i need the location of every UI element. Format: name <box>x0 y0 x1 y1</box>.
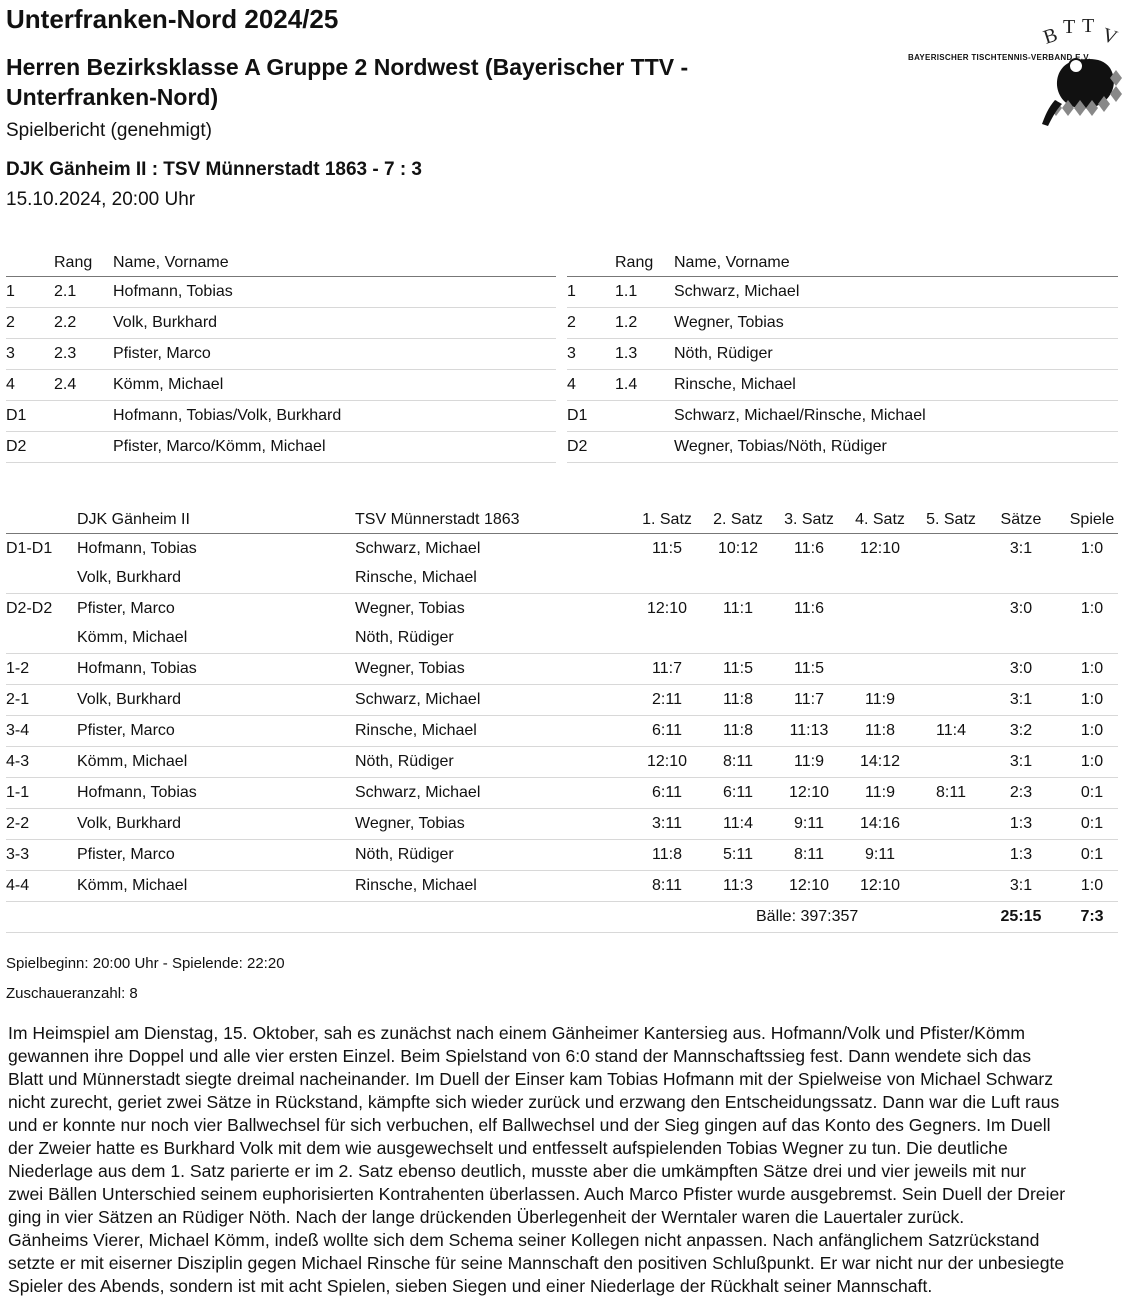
set-score: 11:7 <box>794 691 824 708</box>
set-score: 11:8 <box>723 691 753 708</box>
set-score: 10:12 <box>717 540 759 557</box>
set-score: 11:5 <box>652 540 682 557</box>
match-code: 4-4 <box>6 877 30 894</box>
set-score: 12:10 <box>646 753 688 770</box>
roster-name: Wegner, Tobias/Nöth, Rüdiger <box>674 438 887 455</box>
set-score: 6:11 <box>723 784 753 801</box>
sets-score: 3:1 <box>1009 877 1033 894</box>
svg-text:V: V <box>1099 23 1120 50</box>
roster-row <box>6 432 556 463</box>
match-code: D1-D1 <box>6 540 53 557</box>
sets-score: 3:1 <box>1009 753 1033 770</box>
roster-position: 2 <box>6 314 15 331</box>
match-times: Spielbeginn: 20:00 Uhr - Spielende: 22:20 <box>6 955 285 972</box>
roster-row <box>6 308 556 339</box>
set-score: 11:6 <box>794 540 824 557</box>
svg-text:T: T <box>1082 15 1095 37</box>
set-score: 11:4 <box>723 815 753 832</box>
svg-text:T: T <box>1063 16 1076 38</box>
guest-team-header: TSV Münnerstadt 1863 <box>355 511 520 528</box>
spectator-count: Zuschaueranzahl: 8 <box>6 985 138 1002</box>
guest-player: Rinsche, Michael <box>355 722 477 739</box>
report-status: Spielbericht (genehmigt) <box>6 120 212 141</box>
roster-position: D2 <box>6 438 27 455</box>
name-header: Name, Vorname <box>113 254 229 271</box>
roster-rank: 2.2 <box>54 314 77 331</box>
report-line: Gänheims Vierer, Michael Kömm, indeß wollte sich dem Schema seiner Kollegen nicht anpassen. Nach anfänglichem Satzrückstand <box>8 1230 1040 1250</box>
roster-name: Schwarz, Michael <box>674 283 800 300</box>
home-partner: Kömm, Michael <box>77 629 188 646</box>
match-row <box>6 871 1118 902</box>
roster-rank: 1.1 <box>615 283 638 300</box>
games-score: 1:0 <box>1080 660 1104 677</box>
set-score: 14:16 <box>859 815 901 832</box>
set-score: 11:8 <box>865 722 895 739</box>
report-line: Im Heimspiel am Dienstag, 15. Oktober, sah es zunächst nach einem Gänheimer Kantersieg aus. Hofmann/Volk und Pfister/Kömm <box>8 1023 1026 1043</box>
home-player: Pfister, Marco <box>77 600 175 617</box>
set-score: 6:11 <box>652 722 682 739</box>
guest-player: Schwarz, Michael <box>355 784 481 801</box>
set3-header: 3. Satz <box>784 511 834 528</box>
set-score: 12:10 <box>859 540 901 557</box>
guest-player: Nöth, Rüdiger <box>355 753 454 770</box>
match-date: 15.10.2024, 20:00 Uhr <box>6 189 196 210</box>
report-line: Blatt und Münnerstadt siegte dreimal nacheinander. Im Duell der Einser kam Tobias Hofmann mit der Spielweise von Michael Schwarz <box>8 1069 1054 1089</box>
set-score: 11:6 <box>794 600 824 617</box>
roster-position: 4 <box>567 376 576 393</box>
roster-position: 3 <box>6 345 15 362</box>
report-line: nicht zurecht, geriet zwei Sätze in Rückstand, kämpfte sich wieder zurück und erzwang den Entscheidungssatz. Dann war die Luft raus <box>8 1092 1060 1112</box>
roster-rank: 2.4 <box>54 376 77 393</box>
set-score: 11:5 <box>723 660 753 677</box>
balls-total: Bälle: 397:357 <box>756 908 859 925</box>
roster-row <box>567 432 1118 463</box>
roster-position: D1 <box>567 407 588 424</box>
set-score: 12:10 <box>788 784 830 801</box>
match-row <box>6 778 1118 809</box>
home-player: Kömm, Michael <box>77 877 188 894</box>
games-header: Spiele <box>1069 511 1115 528</box>
set-score: 9:11 <box>865 846 895 863</box>
home-player: Volk, Burkhard <box>77 691 182 708</box>
roster-row <box>6 277 556 308</box>
league-title-line-2: Unterfranken-Nord) <box>6 84 219 110</box>
set-score: 11:8 <box>652 846 682 863</box>
roster-name: Wegner, Tobias <box>674 314 784 331</box>
home-player: Hofmann, Tobias <box>77 540 197 557</box>
set-score: 11:13 <box>789 722 829 739</box>
sets-score: 3:2 <box>1009 722 1033 739</box>
match-code: 1-2 <box>6 660 30 677</box>
home-player: Volk, Burkhard <box>77 815 182 832</box>
rank-header: Rang <box>54 254 93 271</box>
roster-name: Rinsche, Michael <box>674 376 796 393</box>
roster-rank: 1.2 <box>615 314 638 331</box>
home-roster <box>6 248 556 463</box>
svg-text:B: B <box>1040 23 1061 49</box>
roster-name: Nöth, Rüdiger <box>674 345 773 362</box>
logo-text: BAYERISCHER TISCHTENNIS-VERBAND E.V. <box>908 53 1091 62</box>
games-total: 7:3 <box>1080 908 1104 925</box>
roster-position: 2 <box>567 314 576 331</box>
season-title: Unterfranken-Nord 2024/25 <box>6 4 339 34</box>
set-score: 6:11 <box>652 784 682 801</box>
roster-name: Pfister, Marco <box>113 345 211 362</box>
roster-position: 1 <box>567 283 576 300</box>
sets-total: 25:15 <box>1000 908 1042 925</box>
match-row <box>6 685 1118 716</box>
roster-name: Hofmann, Tobias <box>113 283 233 300</box>
name-header: Name, Vorname <box>674 254 790 271</box>
report-line: zwei Bällen Unterschied seinem euphorisierten Kontrahenten überlassen. Auch Marco Pfister wurde ausgebremst. Sein Duell der Dreier <box>8 1184 1066 1204</box>
roster-rank: 2.1 <box>54 283 77 300</box>
sets-score: 3:1 <box>1009 691 1033 708</box>
games-score: 1:0 <box>1080 691 1104 708</box>
set1-header: 1. Satz <box>642 511 692 528</box>
roster-row <box>567 401 1118 432</box>
set-score: 11:7 <box>652 660 682 677</box>
set4-header: 4. Satz <box>855 511 905 528</box>
match-row <box>6 747 1118 778</box>
home-player: Hofmann, Tobias <box>77 660 197 677</box>
guest-partner: Rinsche, Michael <box>355 569 477 586</box>
match-code: 1-1 <box>6 784 30 801</box>
match-row-partner <box>6 563 1118 594</box>
league-title-line-1: Herren Bezirksklasse A Gruppe 2 Nordwest (Bayerischer TTV - <box>6 54 689 80</box>
guest-player: Nöth, Rüdiger <box>355 846 454 863</box>
set-score: 8:11 <box>794 846 824 863</box>
match-row <box>6 534 1118 563</box>
sets-score: 1:3 <box>1009 846 1033 863</box>
roster-row <box>6 401 556 432</box>
set-score: 8:11 <box>652 877 682 894</box>
games-score: 1:0 <box>1080 540 1104 557</box>
games-score: 1:0 <box>1080 753 1104 770</box>
roster-position: 1 <box>6 283 15 300</box>
guest-player: Schwarz, Michael <box>355 691 481 708</box>
set-score: 11:9 <box>865 784 895 801</box>
games-score: 1:0 <box>1080 600 1104 617</box>
home-player: Kömm, Michael <box>77 753 188 770</box>
home-player: Pfister, Marco <box>77 722 175 739</box>
report-line: Niederlage aus dem 1. Satz parierte er im 2. Satz ebenso deutlich, musste aber die umkämpften Sätze drei und vier jeweils mit nur <box>8 1161 1027 1181</box>
roster-position: D2 <box>567 438 588 455</box>
home-team-header: DJK Gänheim II <box>77 511 190 528</box>
match-row <box>6 840 1118 871</box>
match-row <box>6 716 1118 747</box>
set-score: 11:1 <box>723 600 753 617</box>
report-line: ging in vier Sätzen an Rüdiger Nöth. Nach der lange drückenden Überlegenheit der Werntaler waren die Lauertaler zurück. <box>8 1207 965 1227</box>
roster-row <box>6 370 556 401</box>
roster-position: D1 <box>6 407 27 424</box>
roster-name: Pfister, Marco/Kömm, Michael <box>113 438 326 455</box>
roster-row <box>567 308 1118 339</box>
report-line: setzte er mit eiserner Disziplin gegen Michael Rinsche für seine Mannschaft den positiven Schlußpunkt. Er war nicht nur der unbesiegte <box>8 1253 1065 1273</box>
roster-rank: 1.3 <box>615 345 638 362</box>
match-code: 3-4 <box>6 722 30 739</box>
set5-header: 5. Satz <box>926 511 976 528</box>
roster-position: 3 <box>567 345 576 362</box>
roster-name: Volk, Burkhard <box>113 314 218 331</box>
games-score: 0:1 <box>1080 846 1104 863</box>
match-code: 3-3 <box>6 846 30 863</box>
roster-name: Schwarz, Michael/Rinsche, Michael <box>674 407 926 424</box>
roster-name: Hofmann, Tobias/Volk, Burkhard <box>113 407 342 424</box>
roster-row <box>567 339 1118 370</box>
sets-score: 3:0 <box>1009 660 1033 677</box>
set-score: 8:11 <box>936 784 966 801</box>
home-player: Hofmann, Tobias <box>77 784 197 801</box>
set-score: 12:10 <box>646 600 688 617</box>
guest-player: Rinsche, Michael <box>355 877 477 894</box>
set-score: 11:3 <box>723 877 753 894</box>
home-player: Pfister, Marco <box>77 846 175 863</box>
guest-roster <box>567 248 1118 463</box>
games-score: 1:0 <box>1080 877 1104 894</box>
bttv-logo <box>900 8 1130 128</box>
games-score: 1:0 <box>1080 722 1104 739</box>
sets-score: 1:3 <box>1009 815 1033 832</box>
set-score: 2:11 <box>652 691 682 708</box>
bttv-logo-graphic <box>900 8 1130 128</box>
set-score: 3:11 <box>652 815 682 832</box>
home-roster-header <box>6 248 556 277</box>
guest-roster-header <box>567 248 1118 277</box>
results-table <box>6 505 1118 933</box>
report-line: gewannen ihre Doppel und alle vier ersten Einzel. Beim Spielstand von 6:0 stand der Mannschaftssieg fest. Dann wendete sich das <box>8 1046 1031 1066</box>
match-code: 2-1 <box>6 691 30 708</box>
report-line: Spieler des Abends, sondern ist mit acht Spielen, sieben Siegen und einer Niederlage der Rückhalt seiner Mannschaft. <box>8 1276 933 1296</box>
guest-player: Wegner, Tobias <box>355 600 465 617</box>
set-score: 5:11 <box>723 846 753 863</box>
match-report <box>8 1022 1130 1298</box>
roster-position: 4 <box>6 376 15 393</box>
sets-score: 2:3 <box>1009 784 1033 801</box>
report-line: der Zweier hatte es Burkhard Volk mit dem wie ausgewechselt und entfesselt aufspielenden Tobias Wegner zu tun. Die deutliche <box>8 1138 1008 1158</box>
set-score: 11:9 <box>794 753 824 770</box>
set-score: 11:8 <box>723 722 753 739</box>
home-partner: Volk, Burkhard <box>77 569 182 586</box>
roster-row <box>6 339 556 370</box>
results-header <box>6 505 1118 534</box>
set-score: 12:10 <box>788 877 830 894</box>
match-code: 2-2 <box>6 815 30 832</box>
match-title: DJK Gänheim II : TSV Münnerstadt 1863 - 7 : 3 <box>6 159 422 180</box>
match-row <box>6 654 1118 685</box>
set-score: 12:10 <box>859 877 901 894</box>
set-score: 8:11 <box>723 753 753 770</box>
rank-header: Rang <box>615 254 654 271</box>
set-score: 11:5 <box>794 660 824 677</box>
set-score: 9:11 <box>794 815 824 832</box>
match-code: 4-3 <box>6 753 30 770</box>
totals-row <box>6 902 1118 933</box>
guest-player: Wegner, Tobias <box>355 815 465 832</box>
guest-player: Wegner, Tobias <box>355 660 465 677</box>
league-title <box>6 52 806 112</box>
match-row <box>6 809 1118 840</box>
roster-name: Kömm, Michael <box>113 376 224 393</box>
report-line: und er konnte nur noch vier Ballwechsel für sich verbuchen, elf Ballwechsel und der Sieg gingen auf das Konto des Gegners. Im Duell <box>8 1115 1051 1135</box>
guest-partner: Nöth, Rüdiger <box>355 629 454 646</box>
set2-header: 2. Satz <box>713 511 763 528</box>
sets-score: 3:0 <box>1009 600 1033 617</box>
sets-score: 3:1 <box>1009 540 1033 557</box>
roster-row <box>567 277 1118 308</box>
match-row-partner <box>6 623 1118 654</box>
set-score: 14:12 <box>859 753 901 770</box>
games-score: 0:1 <box>1080 784 1104 801</box>
set-score: 11:9 <box>865 691 895 708</box>
roster-row <box>567 370 1118 401</box>
sets-header: Sätze <box>1000 511 1042 528</box>
match-code: D2-D2 <box>6 600 53 617</box>
match-row <box>6 594 1118 623</box>
guest-player: Schwarz, Michael <box>355 540 481 557</box>
games-score: 0:1 <box>1080 815 1104 832</box>
set-score: 11:4 <box>936 722 966 739</box>
roster-rank: 1.4 <box>615 376 638 393</box>
roster-rank: 2.3 <box>54 345 77 362</box>
